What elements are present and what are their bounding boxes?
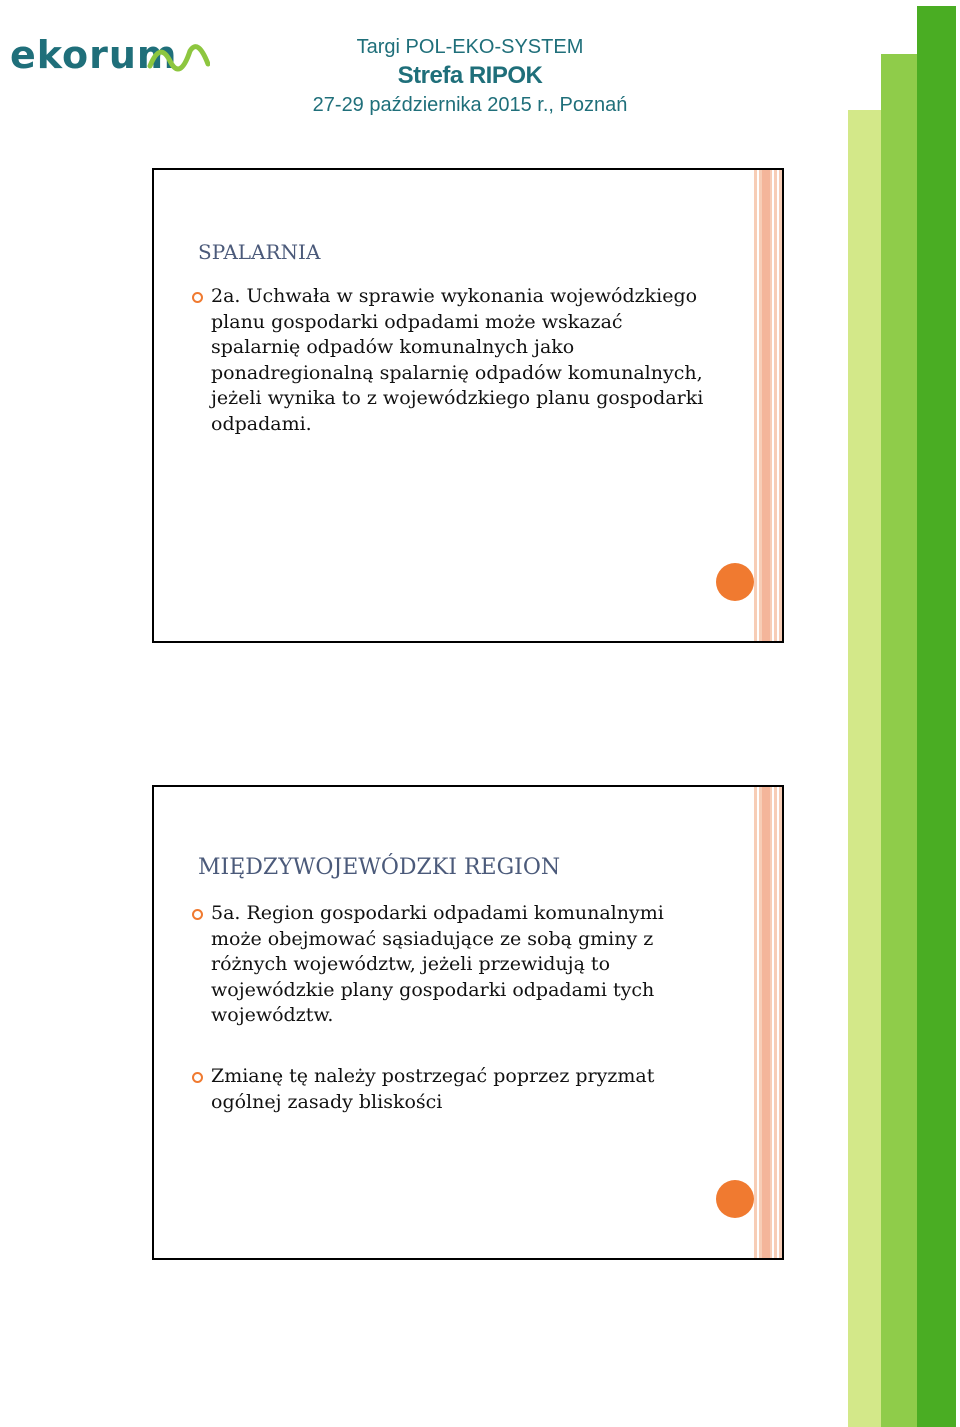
event-date: 27-29 października 2015 r., Poznań [312, 94, 628, 116]
decor-bar-dark [917, 6, 956, 1427]
slide-bullet [192, 1064, 712, 1115]
slide-title: SPALARNIA [198, 240, 321, 264]
event-name: Targi POL-EKO-SYSTEM [356, 36, 584, 58]
event-zone: Strefa RIPOK [397, 62, 543, 89]
orange-dot-icon [716, 563, 754, 601]
logo-text: ekorum [10, 36, 178, 76]
slide-miedzywojewodzki-region [152, 785, 784, 1260]
slide-stripes [754, 170, 782, 641]
slide-bullet [192, 901, 712, 1029]
slide-stripes [754, 787, 782, 1258]
bullet-circle-icon [192, 292, 203, 303]
bullet-text: 5a. Region gospodarki odpadami komunalnymi może obejmować sąsiadujące ze sobą gminy z różnych województw, jeżeli przewidują to wojewódzkie plany gospodarki odpadami tych województw. [211, 902, 664, 1026]
bullet-circle-icon [192, 909, 203, 920]
bullet-text: Zmianę tę należy postrzegać poprzez pryzmat ogólnej zasady bliskości [211, 1065, 655, 1113]
ekorum-logo-mark [10, 36, 210, 76]
slide-bullet [192, 284, 712, 437]
decor-bar-light [848, 110, 884, 1427]
decor-bar-mid [881, 54, 917, 1427]
bullet-circle-icon [192, 1072, 203, 1083]
event-info [300, 34, 640, 118]
bullet-text: 2a. Uchwała w sprawie wykonania wojewódzkiego planu gospodarki odpadami może wskazać spalarnię odpadów komunalnych jako ponadregionalną spalarnię odpadów komunalnych, jeżeli wynika to z wojewódzkiego planu gospodarki odpadami. [211, 285, 704, 435]
slide-spalarnia [152, 168, 784, 643]
slide-title: MIĘDZYWOJEWÓDZKI REGION [198, 855, 561, 880]
ekorum-logo [10, 36, 210, 76]
orange-dot-icon [716, 1180, 754, 1218]
